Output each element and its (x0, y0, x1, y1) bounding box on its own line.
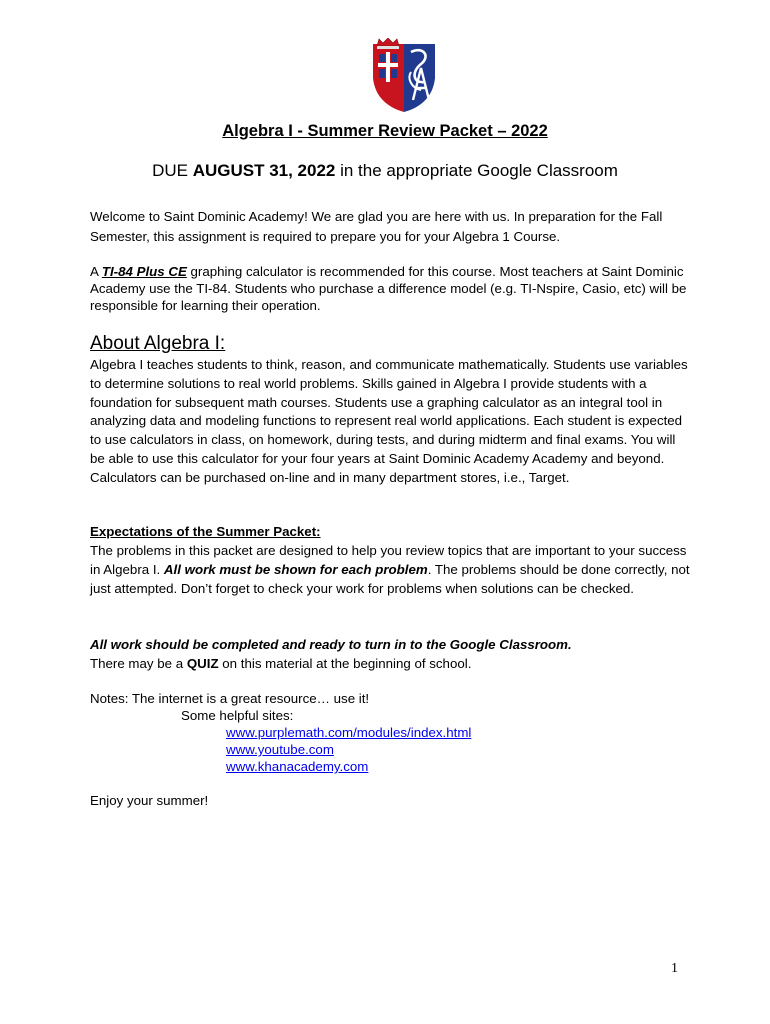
all-work-statement: All work should be completed and ready to turn in to the Google Classroom. (90, 637, 572, 652)
due-date-line (0, 161, 770, 181)
notes-line: Notes: The internet is a great resource… use it! (90, 691, 370, 706)
calculator-model: TI-84 Plus CE (101, 264, 187, 279)
expectations-section (90, 522, 690, 598)
calculator-prefix: A (90, 264, 102, 279)
all-work-section (90, 635, 690, 673)
expectations-paragraph (90, 541, 690, 598)
welcome-paragraph: Welcome to Saint Dominic Academy! We are glad you are here with us. In preparation for the Fall Semester, this assignment is required to prepare you for your Algebra 1 Course. (90, 209, 663, 244)
quiz-suffix: on this material at the beginning of school. (218, 656, 472, 671)
sites-label: Some helpful sites: (181, 708, 294, 723)
expectations-text-end: . The problems should be done correctly, not just attempted. Don’t forget to check your work for problems when solutions can be checked. (90, 562, 690, 596)
link-purplemath[interactable]: www.purplemath.com/modules/index.html (226, 725, 472, 740)
expectations-text-start: The problems in this packet are designed to help you review topics that are important to your success in Algebra I. (90, 543, 687, 577)
link-youtube[interactable]: www.youtube.com (226, 742, 334, 757)
calculator-text: graphing calculator is recommended for this course. Most teachers at Saint Dominic Academy use the TI-84. Students who purchase a difference model (e.g. TI-Nspire, Casio, etc) will be responsible for learning their operation. (90, 264, 687, 313)
page-number: 1 (671, 961, 678, 976)
about-paragraph: Algebra I teaches students to think, reason, and communicate mathematically. Students use variables to determine solutions to real world problems. Skills gained in Algebra I provide students with a foundation for subsequent math courses. Students use a graphing calculator as an integral tool in analyzing data and modeling functions to represent real world applications. Each student is expected to use calculators in class, on homework, during tests, and during midterm and final exams. You will be able to use this calculator for your four years at Saint Dominic Academy Academy and beyond. Calculators can be purchased on-line and in many department stores, i.e., Target. (90, 357, 688, 485)
notes-section (90, 690, 471, 775)
expectations-emphasis: All work must be shown for each problem (163, 562, 428, 577)
about-heading: About Algebra I: (90, 333, 226, 354)
due-prefix: DUE (152, 161, 193, 180)
packet-title: Algebra I - Summer Review Packet – 2022 (222, 122, 548, 140)
calculator-paragraph (90, 263, 690, 314)
expectations-heading: Expectations of the Summer Packet: (90, 524, 321, 539)
school-crest-icon (371, 38, 437, 114)
due-date: AUGUST 31, 2022 (192, 161, 336, 180)
quiz-line (90, 654, 690, 673)
due-suffix: in the appropriate Google Classroom (335, 161, 618, 180)
closing-line: Enjoy your summer! (90, 793, 209, 808)
quiz-prefix: There may be a (90, 656, 187, 671)
link-khanacademy[interactable]: www.khanacademy.com (226, 759, 369, 774)
quiz-word: QUIZ (186, 656, 219, 671)
